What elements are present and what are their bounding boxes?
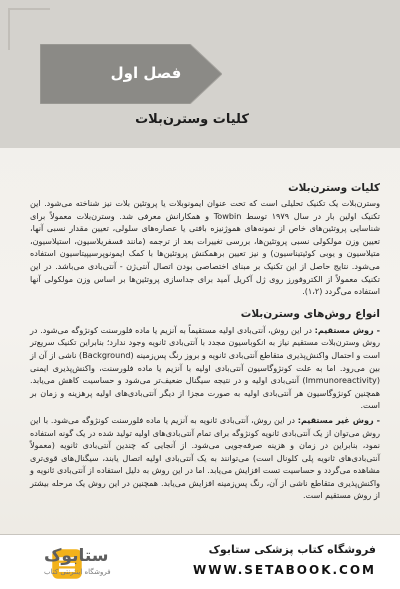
section-heading-methods: انواع روش‌های وسترن‌بلات <box>240 307 380 320</box>
direct-method-text: در این روش، آنتی‌بادی اولیه مستقیماً به آنزیم یا ماده فلورسنت کونژوگه می‌شود. در روش وسترن‌بلات مستقیم نیاز به انکوباسیون مجدد با آنتی‌بادی ثانویه وجود ندارد؛ بنابراین تکنیک سریع‌تر است و احتمال واکنش‌پذیری متقاطع آنتی‌بادی ثانویه و بروز رنگ پس‌زمینه (Background) ناشی از آن از بین می‌رود. اما به علت کونژوگاسیون آنتی‌بادی اولیه با آنزیم یا ماده فلورسنت، واکنش‌پذیری ایمنی (Immunoreactivity) آنتی‌بادی اولیه و در نتیجه سیگنال ضعیف‌تر می‌شود و حساسیت کاهش می‌یابد. همچنین کونژوگاسیون هر آنتی‌بادی اولیه به صورت مجزا از دیگر آنتی‌بادی‌های اولیه پرهزینه و زمان بر است. <box>30 324 380 411</box>
general-paragraph: وسترن‌بلات یک تکنیک تحلیلی است که تحت عنوان ایمونوبلات یا پروتئین بلات نیز شناخته می‌شود. این تکنیک اولین بار در سال ۱۹۷۹ توسط Towbin و همکارانش معرفی شد. وسترن‌بلات معمولاً برای شناسایی پروتئین‌های خاص از نمونه‌های هموژنیزه بافتی یا عصاره‌های سلولی، تعیین مقدار نسبی آنها، تعیین وزن مولکولی نسبی پروتئین‌ها، بررسی تغییرات بعد از ترجمه (مانند فسفریلاسیون، استیلاسیون، متیلاسیون و یوبی کوئیتیناسیون) و نیز تعیین برهمکنش پروتئین‌ها با کمک ایمونوپرسیپیتاسیون استفاده می‌شود. نتایج حاصل از این تکنیک بر مبنای اختصاصی بودن اتصال آنتی‌ژن - آنتی‌بادی می‌باشد. در این تکنیک معمولاً از الکتروفورز روی ژل آکریل آمید برای جداسازی پروتئین‌ها بر اساس وزن مولکولی آنها استفاده می‌گردد (۱،۲). <box>30 198 380 297</box>
indirect-method-label: - روش غیر مستقیم: <box>297 414 381 425</box>
section-heading-general: کلیات وسترن‌بلات <box>288 182 380 194</box>
direct-method-paragraph <box>30 324 380 412</box>
logo-subtitle: فروشگاه اینترنتی کتاب <box>44 568 111 576</box>
logo-wordmark: ستابوک <box>44 546 109 566</box>
store-name: فروشگاه کتاب پزشکی ستابوک <box>208 543 376 556</box>
footer-divider <box>0 534 400 535</box>
indirect-method-paragraph <box>30 414 380 502</box>
chapter-title: کلیات وسترن‌بلات <box>135 112 249 127</box>
indirect-method-text: در این روش، آنتی‌بادی ثانویه به آنزیم یا ماده فلورسنت کونژوگه می‌شود. با این روش می‌توان از یک آنتی‌بادی ثانویه کونژوگه برای تمام آنتی‌بادی‌های اولیه تولید شده در یک گونه استفاده نمود، بنابراین در زمان و هزینه صرفه‌جویی می‌شود. از آنجایی که چندین آنتی‌بادی ثانویه (معمولاً آنتی‌بادی‌های ثانویه پلی کلونال است) می‌توانند به یک آنتی‌بادی اولیه اتصال یابند، سیگنال‌های قوی‌تری مشاهده می‌گردد و حساسیت تست افزایش می‌یابد. اما در این روش به دلیل استفاده از آنتی‌بادی ثانویه و واکنش‌پذیری متقاطع ناشی از آن، رنگ پس‌زمینه افزایش می‌یابد. همچنین در این روش یک مرحله بیشتر از روش مستقیم است. <box>30 414 380 501</box>
chapter-label: فصل اول <box>110 64 182 82</box>
direct-method-label: - روش مستقیم: <box>314 324 381 335</box>
store-url-link[interactable]: WWW.SETABOOK.COM <box>192 563 376 577</box>
page-content <box>30 182 380 502</box>
